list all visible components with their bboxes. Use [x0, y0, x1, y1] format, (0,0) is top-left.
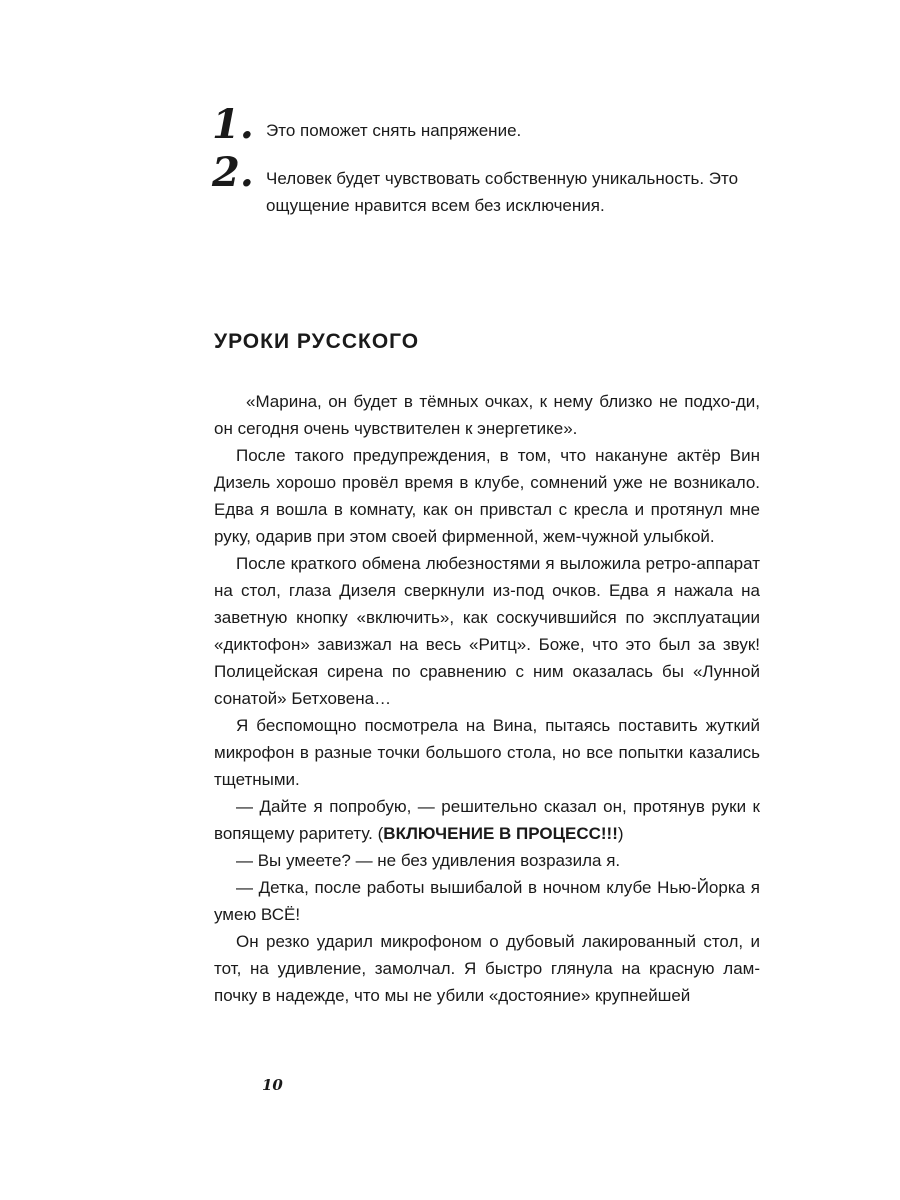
paragraph: После краткого обмена любезностями я выложила ретро-аппарат на стол, глаза Дизеля сверкнули из-под очков. Едва я нажала на заветную кнопку «включить», как соскучившийся по эксплуатации «диктофон» завизжал на весь «Ритц». Боже, что это был за звук! Полицейская сирена по сравнению с ним оказалась бы «Лунной сонатой» Бетховена…: [214, 554, 760, 708]
paragraph: Я беспомощно посмотрела на Вина, пытаясь поставить жуткий микрофон в разные точки большого стола, но все попытки казались тщетными.: [214, 716, 760, 789]
paragraph: После такого предупреждения, в том, что накануне актёр Вин Дизель хорошо провёл время в клубе, сомнений уже не возникало. Едва я вошла в комнату, как он привстал с кресла и протянул мне руку, одарив при этом своей фирменной, жем-чужной улыбкой.: [214, 446, 760, 546]
body-text: [214, 388, 760, 1009]
paragraph-text: — Дайте я попробую, — решительно сказал он, протянув руки к вопящему раритету. (: [214, 797, 760, 843]
paragraph: Он резко ударил микрофоном о дубовый лакированный стол, и тот, на удивление, замолчал. Я быстро глянула на красную лам-почку в надежде, что мы не убили «достояние» крупнейшей: [214, 932, 760, 1005]
emphasis-text: ВКЛЮЧЕНИЕ В ПРОЦЕСС!!!: [383, 824, 618, 843]
list-text: Это поможет снять напряжение.: [266, 121, 522, 140]
list-number: 2.: [212, 149, 254, 196]
page-number: 10: [262, 1076, 283, 1094]
section-heading: УРОКИ РУССКОГО: [214, 330, 420, 353]
list-item: [212, 101, 772, 148]
list-item: [212, 149, 772, 219]
paragraph: — Вы умеете? — не без удивления возразила я.: [236, 851, 621, 870]
list-number: 1.: [212, 101, 254, 148]
list-text: Человек будет чувствовать собственную уникальность. Это ощущение нравится всем без исключения.: [266, 169, 739, 215]
paragraph: — Детка, после работы вышибалой в ночном клубе Нью-Йорка я умею ВСЁ!: [214, 878, 760, 924]
paragraph: «Марина, он будет в тёмных очках, к нему близко не подхо-ди, он сегодня очень чувствителен к энергетике».: [214, 392, 760, 438]
paragraph: [214, 793, 760, 847]
paragraph-text: ): [617, 824, 624, 843]
numbered-list: [212, 101, 772, 227]
